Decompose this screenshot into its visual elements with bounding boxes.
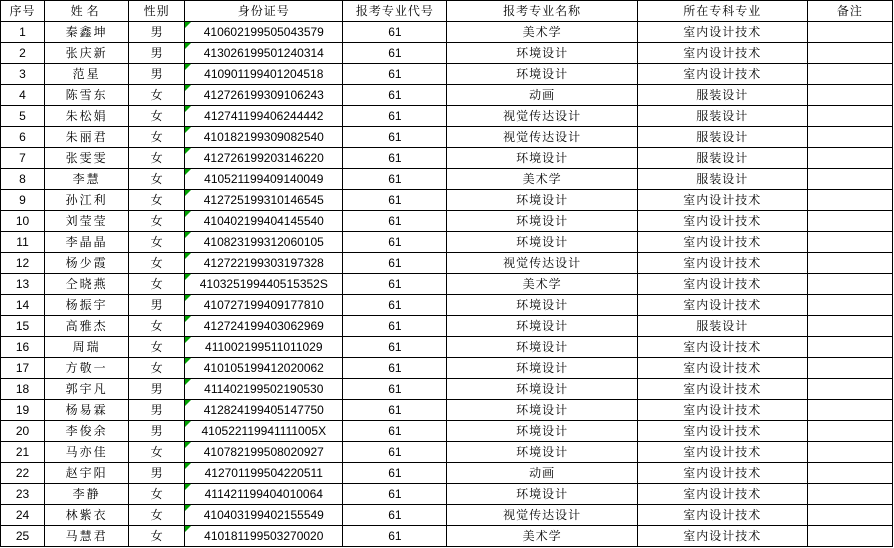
cell-note	[807, 64, 892, 85]
comment-marker-icon	[185, 442, 191, 448]
cell-seq: 19	[1, 400, 45, 421]
cell-seq: 10	[1, 211, 45, 232]
cell-seq: 2	[1, 43, 45, 64]
table-row	[1, 148, 893, 169]
cell-note	[807, 43, 892, 64]
table-row	[1, 190, 893, 211]
cell-note	[807, 337, 892, 358]
cell-major-name: 美术学	[447, 274, 637, 295]
cell-name: 范星	[45, 64, 129, 85]
cell-sex: 女	[129, 148, 185, 169]
cell-major-name: 环境设计	[447, 211, 637, 232]
cell-note	[807, 358, 892, 379]
comment-marker-icon	[185, 169, 191, 175]
cell-name: 郭宇凡	[45, 379, 129, 400]
header-id: 身份证号	[185, 1, 343, 22]
cell-name: 赵宇阳	[45, 463, 129, 484]
cell-note	[807, 526, 892, 547]
table-row	[1, 505, 893, 526]
cell-specialty: 室内设计技术	[637, 190, 807, 211]
cell-seq: 23	[1, 484, 45, 505]
cell-name: 李俊余	[45, 421, 129, 442]
comment-marker-icon	[185, 232, 191, 238]
cell-name: 刘莹莹	[45, 211, 129, 232]
cell-major-name: 视觉传达设计	[447, 106, 637, 127]
cell-seq: 6	[1, 127, 45, 148]
cell-sex: 男	[129, 295, 185, 316]
cell-specialty: 室内设计技术	[637, 358, 807, 379]
table-row	[1, 463, 893, 484]
cell-id-number: 410521199409140049	[185, 169, 343, 190]
comment-marker-icon	[185, 85, 191, 91]
cell-seq: 25	[1, 526, 45, 547]
cell-major-name: 美术学	[447, 526, 637, 547]
cell-sex: 女	[129, 127, 185, 148]
table-row	[1, 274, 893, 295]
cell-note	[807, 505, 892, 526]
cell-id-number: 410182199309082540	[185, 127, 343, 148]
cell-seq: 15	[1, 316, 45, 337]
cell-name: 张庆新	[45, 43, 129, 64]
cell-id-number: 412726199203146220	[185, 148, 343, 169]
header-specialty: 所在专科专业	[637, 1, 807, 22]
cell-name: 林紫衣	[45, 505, 129, 526]
cell-name: 李慧	[45, 169, 129, 190]
cell-specialty: 室内设计技术	[637, 337, 807, 358]
comment-marker-icon	[185, 463, 191, 469]
header-seq: 序号	[1, 1, 45, 22]
cell-id-number: 410403199402155549	[185, 505, 343, 526]
cell-name: 周瑞	[45, 337, 129, 358]
cell-major-name: 环境设计	[447, 295, 637, 316]
cell-major-name: 环境设计	[447, 421, 637, 442]
cell-seq: 20	[1, 421, 45, 442]
cell-specialty: 服装设计	[637, 316, 807, 337]
comment-marker-icon	[185, 274, 191, 280]
comment-marker-icon	[185, 505, 191, 511]
table-row	[1, 43, 893, 64]
cell-specialty: 室内设计技术	[637, 43, 807, 64]
cell-name: 朱松娟	[45, 106, 129, 127]
cell-specialty: 室内设计技术	[637, 295, 807, 316]
cell-sex: 男	[129, 43, 185, 64]
cell-id-number: 410727199409177810	[185, 295, 343, 316]
cell-id-number: 410602199505043579	[185, 22, 343, 43]
cell-id-number: 412724199403062969	[185, 316, 343, 337]
cell-major-code: 61	[343, 148, 447, 169]
cell-id-number: 412701199504220511	[185, 463, 343, 484]
cell-sex: 女	[129, 316, 185, 337]
header-sex: 性别	[129, 1, 185, 22]
cell-major-code: 61	[343, 106, 447, 127]
cell-seq: 1	[1, 22, 45, 43]
cell-id-number: 411002199511011029	[185, 337, 343, 358]
cell-note	[807, 484, 892, 505]
cell-note	[807, 211, 892, 232]
cell-seq: 24	[1, 505, 45, 526]
cell-major-name: 环境设计	[447, 400, 637, 421]
cell-note	[807, 232, 892, 253]
cell-specialty: 服装设计	[637, 106, 807, 127]
cell-major-name: 动画	[447, 85, 637, 106]
cell-specialty: 室内设计技术	[637, 463, 807, 484]
cell-note	[807, 85, 892, 106]
comment-marker-icon	[185, 400, 191, 406]
cell-sex: 女	[129, 484, 185, 505]
cell-note	[807, 295, 892, 316]
cell-specialty: 室内设计技术	[637, 253, 807, 274]
cell-specialty: 室内设计技术	[637, 484, 807, 505]
cell-sex: 女	[129, 190, 185, 211]
cell-major-code: 61	[343, 526, 447, 547]
cell-seq: 8	[1, 169, 45, 190]
table-row	[1, 232, 893, 253]
cell-note	[807, 274, 892, 295]
cell-sex: 女	[129, 253, 185, 274]
cell-major-code: 61	[343, 253, 447, 274]
cell-note	[807, 127, 892, 148]
cell-name: 高雅杰	[45, 316, 129, 337]
cell-sex: 女	[129, 232, 185, 253]
cell-id-number: 410181199503270020	[185, 526, 343, 547]
cell-name: 方敬一	[45, 358, 129, 379]
cell-major-name: 环境设计	[447, 232, 637, 253]
comment-marker-icon	[185, 337, 191, 343]
cell-name: 李静	[45, 484, 129, 505]
cell-sex: 女	[129, 85, 185, 106]
cell-name: 杨少霞	[45, 253, 129, 274]
cell-seq: 4	[1, 85, 45, 106]
cell-seq: 3	[1, 64, 45, 85]
cell-major-code: 61	[343, 379, 447, 400]
cell-name: 杨易霖	[45, 400, 129, 421]
cell-major-code: 61	[343, 274, 447, 295]
header-major-name: 报考专业名称	[447, 1, 637, 22]
cell-note	[807, 316, 892, 337]
cell-major-code: 61	[343, 505, 447, 526]
cell-major-code: 61	[343, 316, 447, 337]
cell-sex: 女	[129, 274, 185, 295]
cell-id-number: 410782199508020927	[185, 442, 343, 463]
cell-note	[807, 106, 892, 127]
cell-major-name: 动画	[447, 463, 637, 484]
cell-name: 秦鑫坤	[45, 22, 129, 43]
table-row	[1, 211, 893, 232]
cell-id-number: 411402199502190530	[185, 379, 343, 400]
cell-seq: 12	[1, 253, 45, 274]
cell-major-name: 环境设计	[447, 484, 637, 505]
table-row	[1, 316, 893, 337]
cell-sex: 女	[129, 526, 185, 547]
cell-note	[807, 148, 892, 169]
cell-major-code: 61	[343, 169, 447, 190]
cell-sex: 男	[129, 463, 185, 484]
table-row	[1, 22, 893, 43]
cell-seq: 17	[1, 358, 45, 379]
cell-specialty: 室内设计技术	[637, 232, 807, 253]
cell-sex: 女	[129, 169, 185, 190]
comment-marker-icon	[185, 253, 191, 259]
comment-marker-icon	[185, 358, 191, 364]
cell-specialty: 服装设计	[637, 148, 807, 169]
table-row	[1, 295, 893, 316]
cell-seq: 11	[1, 232, 45, 253]
cell-seq: 22	[1, 463, 45, 484]
cell-id-number: 412824199405147750	[185, 400, 343, 421]
table-row	[1, 421, 893, 442]
comment-marker-icon	[185, 127, 191, 133]
cell-major-name: 环境设计	[447, 358, 637, 379]
cell-id-number: 410522119941111005X	[185, 421, 343, 442]
cell-major-name: 环境设计	[447, 64, 637, 85]
cell-name: 仝晓燕	[45, 274, 129, 295]
cell-seq: 16	[1, 337, 45, 358]
cell-id-number: 412722199303197328	[185, 253, 343, 274]
cell-id-number: 410823199312060105	[185, 232, 343, 253]
header-note: 备注	[807, 1, 892, 22]
cell-name: 杨振宇	[45, 295, 129, 316]
comment-marker-icon	[185, 295, 191, 301]
cell-major-code: 61	[343, 442, 447, 463]
cell-major-name: 视觉传达设计	[447, 127, 637, 148]
table-header-row	[1, 1, 893, 22]
table-body	[1, 22, 893, 547]
comment-marker-icon	[185, 64, 191, 70]
cell-note	[807, 22, 892, 43]
cell-seq: 9	[1, 190, 45, 211]
cell-sex: 男	[129, 64, 185, 85]
header-name: 姓名	[45, 1, 129, 22]
cell-id-number: 412725199310146545	[185, 190, 343, 211]
cell-sex: 女	[129, 442, 185, 463]
cell-sex: 女	[129, 106, 185, 127]
cell-note	[807, 190, 892, 211]
cell-major-code: 61	[343, 463, 447, 484]
table-row	[1, 526, 893, 547]
cell-seq: 21	[1, 442, 45, 463]
cell-id-number: 412726199309106243	[185, 85, 343, 106]
cell-specialty: 室内设计技术	[637, 442, 807, 463]
cell-major-code: 61	[343, 85, 447, 106]
cell-major-name: 环境设计	[447, 316, 637, 337]
comment-marker-icon	[185, 22, 191, 28]
cell-note	[807, 379, 892, 400]
cell-specialty: 服装设计	[637, 127, 807, 148]
cell-sex: 女	[129, 358, 185, 379]
table-row	[1, 106, 893, 127]
table-row	[1, 64, 893, 85]
cell-major-code: 61	[343, 64, 447, 85]
comment-marker-icon	[185, 421, 191, 427]
cell-major-code: 61	[343, 232, 447, 253]
cell-major-code: 61	[343, 211, 447, 232]
cell-sex: 男	[129, 22, 185, 43]
table-row	[1, 358, 893, 379]
comment-marker-icon	[185, 484, 191, 490]
cell-major-name: 环境设计	[447, 43, 637, 64]
comment-marker-icon	[185, 526, 191, 532]
cell-name: 孙江利	[45, 190, 129, 211]
cell-name: 陈雪东	[45, 85, 129, 106]
cell-specialty: 服装设计	[637, 169, 807, 190]
cell-specialty: 室内设计技术	[637, 421, 807, 442]
cell-major-code: 61	[343, 43, 447, 64]
cell-specialty: 室内设计技术	[637, 505, 807, 526]
cell-major-code: 61	[343, 421, 447, 442]
cell-name: 李晶晶	[45, 232, 129, 253]
cell-major-code: 61	[343, 358, 447, 379]
cell-note	[807, 169, 892, 190]
cell-id-number: 410402199404145540	[185, 211, 343, 232]
cell-note	[807, 442, 892, 463]
table-row	[1, 484, 893, 505]
cell-major-code: 61	[343, 190, 447, 211]
cell-id-number: 410325199440515352S	[185, 274, 343, 295]
cell-sex: 男	[129, 400, 185, 421]
cell-major-name: 美术学	[447, 169, 637, 190]
cell-id-number: 410105199412020062	[185, 358, 343, 379]
cell-major-name: 环境设计	[447, 442, 637, 463]
cell-major-code: 61	[343, 400, 447, 421]
cell-specialty: 室内设计技术	[637, 274, 807, 295]
header-major-code: 报考专业代号	[343, 1, 447, 22]
cell-specialty: 服装设计	[637, 85, 807, 106]
cell-seq: 14	[1, 295, 45, 316]
cell-seq: 18	[1, 379, 45, 400]
cell-specialty: 室内设计技术	[637, 64, 807, 85]
cell-id-number: 410901199401204518	[185, 64, 343, 85]
cell-major-name: 视觉传达设计	[447, 505, 637, 526]
comment-marker-icon	[185, 43, 191, 49]
cell-note	[807, 253, 892, 274]
cell-id-number: 413026199501240314	[185, 43, 343, 64]
cell-major-code: 61	[343, 484, 447, 505]
cell-major-name: 环境设计	[447, 337, 637, 358]
table-row	[1, 253, 893, 274]
cell-major-code: 61	[343, 337, 447, 358]
cell-name: 张雯雯	[45, 148, 129, 169]
cell-note	[807, 421, 892, 442]
cell-note	[807, 463, 892, 484]
table-row	[1, 337, 893, 358]
cell-major-name: 环境设计	[447, 190, 637, 211]
cell-seq: 5	[1, 106, 45, 127]
cell-sex: 女	[129, 505, 185, 526]
comment-marker-icon	[185, 148, 191, 154]
cell-sex: 女	[129, 337, 185, 358]
table-row	[1, 400, 893, 421]
comment-marker-icon	[185, 211, 191, 217]
cell-specialty: 室内设计技术	[637, 526, 807, 547]
comment-marker-icon	[185, 379, 191, 385]
cell-major-name: 环境设计	[447, 148, 637, 169]
comment-marker-icon	[185, 190, 191, 196]
cell-id-number: 411421199404010064	[185, 484, 343, 505]
cell-note	[807, 400, 892, 421]
cell-specialty: 室内设计技术	[637, 211, 807, 232]
table-row	[1, 379, 893, 400]
cell-major-name: 美术学	[447, 22, 637, 43]
cell-specialty: 室内设计技术	[637, 22, 807, 43]
cell-major-code: 61	[343, 22, 447, 43]
cell-sex: 女	[129, 211, 185, 232]
cell-major-code: 61	[343, 127, 447, 148]
cell-name: 朱丽君	[45, 127, 129, 148]
cell-specialty: 室内设计技术	[637, 379, 807, 400]
comment-marker-icon	[185, 106, 191, 112]
comment-marker-icon	[185, 316, 191, 322]
cell-name: 马慧君	[45, 526, 129, 547]
cell-sex: 男	[129, 421, 185, 442]
cell-specialty: 室内设计技术	[637, 400, 807, 421]
cell-major-name: 环境设计	[447, 379, 637, 400]
table-row	[1, 169, 893, 190]
cell-id-number: 412741199406244442	[185, 106, 343, 127]
cell-major-code: 61	[343, 295, 447, 316]
cell-seq: 7	[1, 148, 45, 169]
table-row	[1, 85, 893, 106]
cell-name: 马亦佳	[45, 442, 129, 463]
cell-sex: 男	[129, 379, 185, 400]
table-row	[1, 127, 893, 148]
cell-major-name: 视觉传达设计	[447, 253, 637, 274]
table-row	[1, 442, 893, 463]
cell-seq: 13	[1, 274, 45, 295]
